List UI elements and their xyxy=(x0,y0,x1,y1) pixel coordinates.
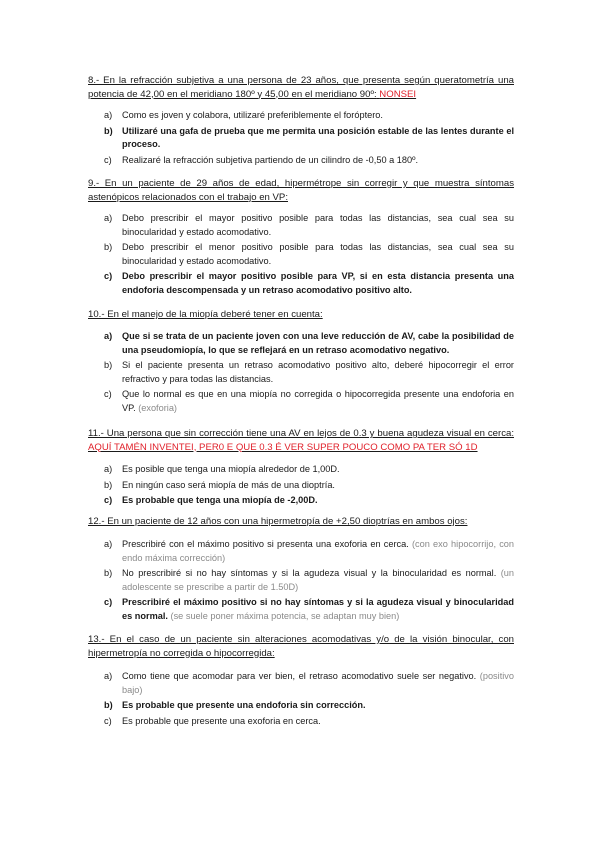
option-text: Debo prescribir el menor positivo posible para todas las distancias, sea cual sea su binocularidad y estado acomodativo. xyxy=(122,242,514,266)
option-text: Utilizaré una gafa de prueba que me permita una posición estable de las lentes durante el proceso. xyxy=(122,125,514,150)
option-a xyxy=(88,330,514,357)
option-b xyxy=(88,699,514,713)
option-a xyxy=(88,538,514,565)
option-text: Es posible que tenga una miopía alrededor de 1,00D. xyxy=(122,464,340,474)
option-text: Realizaré la refracción subjetiva partiendo de un cilindro de -0,50 a 180º. xyxy=(122,154,419,165)
option-b xyxy=(88,125,514,152)
option-letter: b) xyxy=(104,242,113,253)
option-text: En ningún caso será miopía de más de una dioptría. xyxy=(122,479,335,490)
option-letter: b) xyxy=(104,125,113,136)
option-letter: c) xyxy=(104,495,113,506)
option-b xyxy=(88,479,514,493)
question-10 xyxy=(88,308,514,322)
question-8 xyxy=(88,74,514,101)
handwritten-note: (un adolescente se prescribe a partir de 1.50D) xyxy=(122,568,514,592)
option-b xyxy=(88,567,514,594)
option-letter: c) xyxy=(104,271,113,282)
question-text: 11.- Una persona que sin corrección tiene una AV en lejos de 0.3 y buena agudeza visual en cerca: xyxy=(88,428,514,439)
question-text: 12.- En un paciente de 12 años con una hipermetropía de +2,50 dioptrías en ambos ojos: xyxy=(88,516,468,527)
option-text: Es probable que presente una exoforia en cerca. xyxy=(122,715,321,726)
handwritten-note: (positivo bajo) xyxy=(122,671,514,695)
handwritten-note: AQUÍ TAMÉN INVENTEI, PER0 E QUE 0.3 É VER SUPER POUCO COMO PA TER SÓ 1D xyxy=(88,441,478,453)
option-c xyxy=(88,715,514,729)
handwritten-note: (exoforia) xyxy=(138,402,177,413)
question-text: 9.- En un paciente de 29 años de edad, hipermétrope sin corregir y que muestra síntomas astenópicos relacionados con el trabajo en VP: xyxy=(88,178,514,203)
option-b xyxy=(88,241,514,268)
options-11 xyxy=(88,463,514,510)
option-letter: a) xyxy=(104,464,113,474)
option-text: Como es joven y colabora, utilizaré preferiblemente el foróptero. xyxy=(122,110,383,120)
option-c xyxy=(88,270,514,297)
option-text: Como tiene que acomodar para ver bien, el retraso acomodativo suele ser negativo. xyxy=(122,671,477,681)
options-10 xyxy=(88,330,514,418)
handwritten-note: (con exo hipocorrijo, con endo máxima corrección) xyxy=(122,539,515,563)
question-text: 8.- En la refracción subjetiva a una persona de 23 años, que presenta según queratometría una potencia de 42,00 en el meridiano 180º y 45,00 en el meridiano 90º: xyxy=(88,75,514,100)
option-a xyxy=(88,212,514,239)
option-text: Si el paciente presenta un retraso acomodativo positivo alto, deberé hipocorregir el error refractivo y para todas las distancias. xyxy=(122,360,514,384)
option-text: No prescribiré si no hay síntomas y si la agudeza visual y la binocularidad es normal. xyxy=(122,568,497,579)
handwritten-note: (se suele poner máxima potencia, se adaptan muy bien) xyxy=(170,610,400,621)
handwritten-note: NONSEI xyxy=(379,88,417,100)
option-c xyxy=(88,154,514,168)
option-letter: b) xyxy=(104,700,113,711)
option-letter: b) xyxy=(104,568,113,579)
option-letter: a) xyxy=(104,671,113,681)
question-text: 10.- En el manejo de la miopía deberé tener en cuenta: xyxy=(88,309,323,320)
question-text: 13.- En el caso de un paciente sin alteraciones acomodativas y/o de la visión binocular, con hipermetropía no corregida o hipocorregida: xyxy=(88,634,514,659)
question-12 xyxy=(88,515,514,529)
option-letter: c) xyxy=(104,597,113,608)
option-text: Debo prescribir el mayor positivo posible para todas las distancias, sea cual sea su binocularidad y estado acomodativo. xyxy=(122,213,514,237)
option-letter: c) xyxy=(104,389,112,400)
option-letter: a) xyxy=(104,539,113,549)
question-13 xyxy=(88,633,514,660)
option-letter: a) xyxy=(104,213,113,223)
option-text: Debo prescribir el mayor positivo posible para VP, si en esta distancia presenta una endoforia descompensada y un retraso acomodativo positivo alto. xyxy=(122,271,514,295)
option-text: Que lo normal es que en una miopía no corregida o hipocorregida presente una endoforia en VP. xyxy=(122,389,514,413)
option-letter: b) xyxy=(104,479,113,490)
question-11 xyxy=(88,427,514,454)
option-letter: c) xyxy=(104,154,112,165)
options-13 xyxy=(88,670,514,730)
option-letter: c) xyxy=(104,715,112,726)
option-c xyxy=(88,596,514,623)
options-9 xyxy=(88,212,514,300)
option-a xyxy=(88,670,514,697)
option-a xyxy=(88,463,514,477)
question-9 xyxy=(88,177,514,204)
option-text: Prescribiré el máximo positivo si no hay síntomas y si la agudeza visual y binocularidad es normal. xyxy=(122,597,514,621)
option-text: Prescribiré con el máximo positivo si presenta una exoforia en cerca. xyxy=(122,539,409,549)
option-letter: a) xyxy=(104,110,113,120)
option-letter: b) xyxy=(104,360,113,371)
option-text: Que si se trata de un paciente joven con una leve reducción de AV, cabe la posibilidad de una pseudomiopía, lo que se reflejará en un retraso acomodativo negativo. xyxy=(122,331,514,355)
option-c xyxy=(88,494,514,508)
options-12 xyxy=(88,538,514,626)
option-letter: a) xyxy=(104,331,113,341)
option-c xyxy=(88,388,514,415)
option-text: Es probable que tenga una miopía de -2,00D. xyxy=(122,495,318,506)
option-b xyxy=(88,359,514,386)
options-8 xyxy=(88,109,514,169)
option-text: Es probable que presente una endoforia sin corrección. xyxy=(122,700,366,711)
option-a xyxy=(88,109,514,123)
